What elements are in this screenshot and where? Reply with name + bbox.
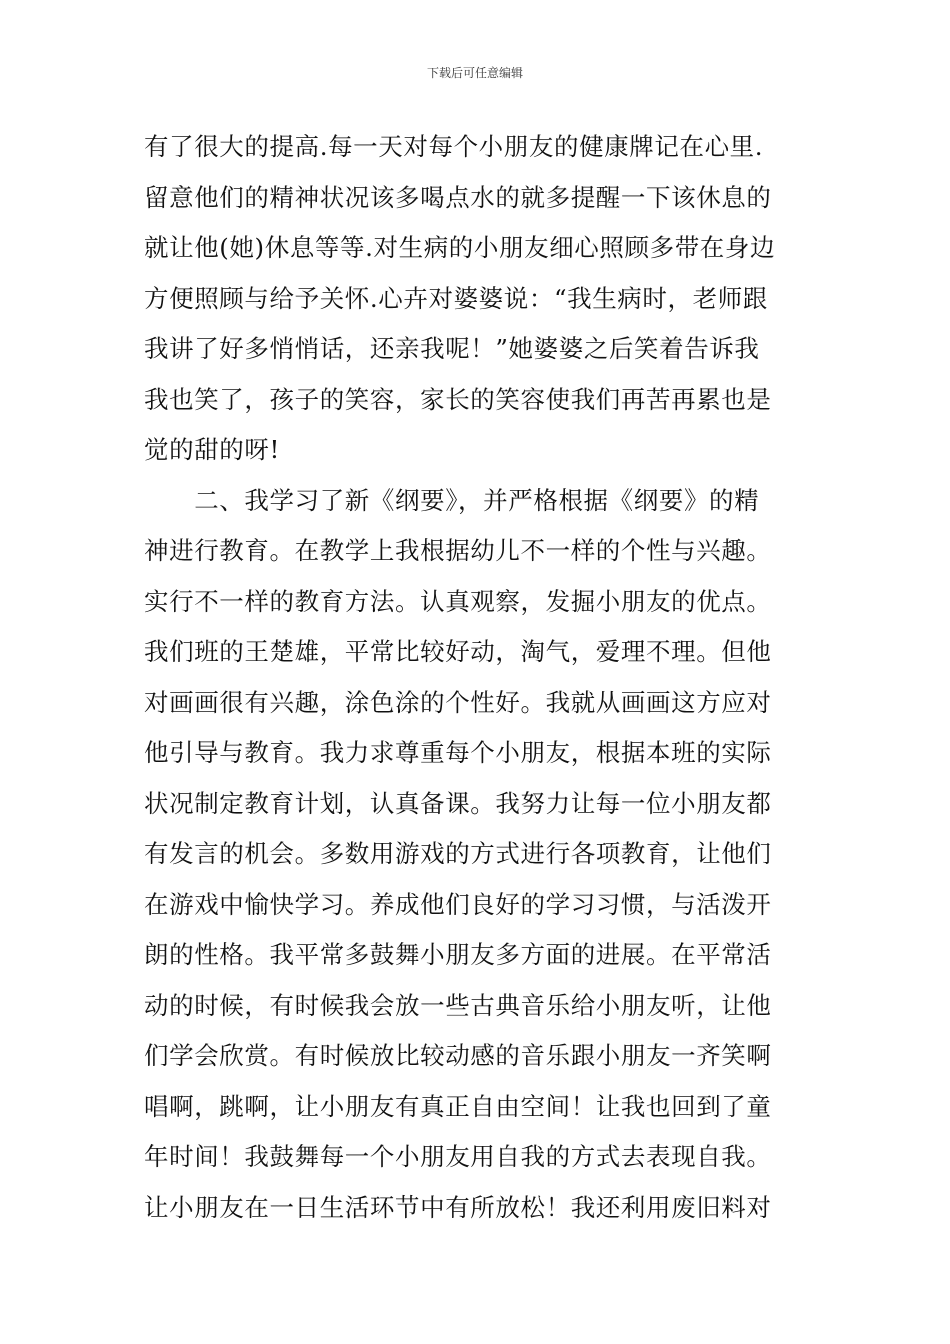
- text-line: 神进行教育。在教学上我根据幼儿不一样的个性与兴趣。: [144, 536, 772, 565]
- text-line: 我也笑了，孩子的笑容，家长的笑容使我们再苦再累也是: [144, 384, 772, 414]
- text-line: 让小朋友在一日生活环节中有所放松！我还利用废旧料对: [144, 1192, 772, 1222]
- text-line: 们学会欣赏。有时候放比较动感的音乐跟小朋友一齐笑啊: [144, 1041, 772, 1070]
- text-line: 对画画很有兴趣，涂色涂的个性好。我就从画画这方应对: [144, 687, 772, 717]
- text-line: 他引导与教育。我力求尊重每个小朋友，根据本班的实际: [144, 738, 772, 767]
- text-line: 留意他们的精神状况该多喝点水的就多提醒一下该休息的: [144, 182, 772, 212]
- page-header: 下载后可任意编辑: [426, 66, 523, 80]
- document-body: [144, 122, 808, 1233]
- text-line: 状况制定教育计划，认真备课。我努力让每一位小朋友都: [144, 788, 772, 818]
- text-line: 实行不一样的教育方法。认真观察，发掘小朋友的优点。: [144, 586, 772, 616]
- text-line: 方便照顾与给予关怀.心卉对婆婆说：“我生病时，老师跟: [144, 283, 768, 313]
- text-line: 唱啊，跳啊，让小朋友有真正自由空间！让我也回到了童: [144, 1091, 772, 1121]
- text-line: 觉的甜的呀!: [144, 435, 280, 464]
- text-line: 我们班的王楚雄，平常比较好动，淘气，爱理不理。但他: [144, 637, 772, 666]
- text-line: 朗的性格。我平常多鼓舞小朋友多方面的进展。在平常活: [144, 940, 772, 969]
- text-line: 动的时候，有时候我会放一些古典音乐给小朋友听，让他: [144, 990, 772, 1020]
- text-line: 我讲了好多悄悄话，还亲我呢！”她婆婆之后笑着告诉我: [144, 334, 760, 363]
- text-line: 就让他(她)休息等等.对生病的小朋友细心照顾多带在身边: [144, 233, 776, 262]
- text-line: 有了很大的提高.每一天对每个小朋友的健康牌记在心里.: [144, 132, 764, 161]
- text-line: 年时间！我鼓舞每一个小朋友用自我的方式去表现自我。: [144, 1142, 772, 1171]
- text-line: 有发言的机会。多数用游戏的方式进行各项教育，让他们: [144, 839, 772, 868]
- text-line: 在游戏中愉快学习。养成他们良好的学习习惯，与活泼开: [144, 889, 772, 919]
- text-line: 二、我学习了新《纲要》，并严格根据《纲要》的精: [144, 485, 760, 515]
